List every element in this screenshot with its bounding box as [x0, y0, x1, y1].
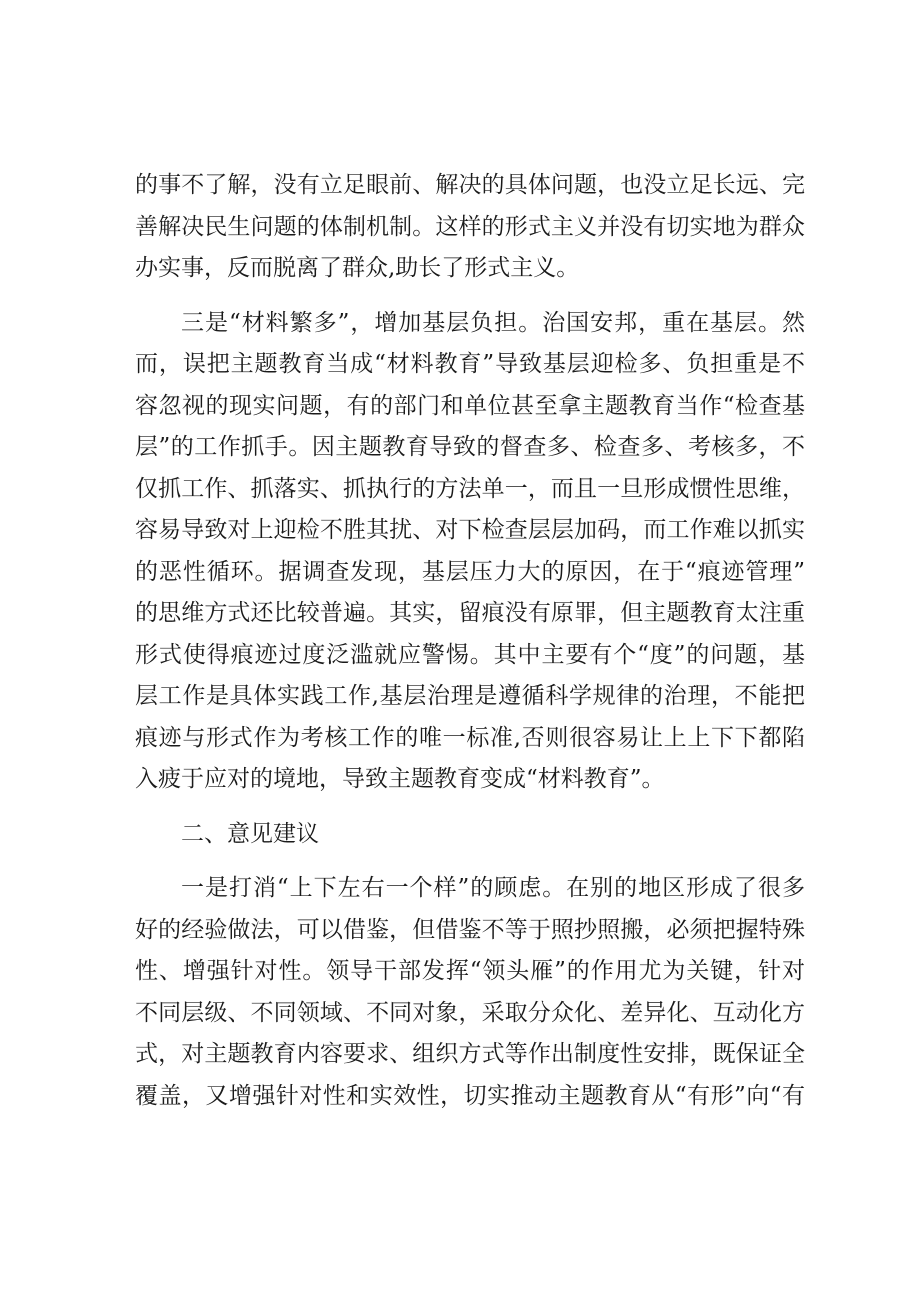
paragraph-continuation [135, 165, 805, 290]
text-line: 三是“材料繁多”，增加基层负担。治国安邦，重在基层。然 [181, 309, 805, 336]
text-line: 痕迹与形式作为考核工作的唯一标准,否则很容易让上上下下都陷 [135, 724, 805, 751]
text-line: 的恶性循环。据调查发现，基层压力大的原因，在于“痕迹管理” [135, 558, 805, 585]
text-line: 层”的工作抓手。因主题教育导致的督查多、检查多、考核多，不 [135, 434, 805, 460]
document-body [135, 165, 805, 1117]
text-line: 的思维方式还比较普遍。其实，留痕没有原罪，但主题教育太注重 [135, 600, 805, 626]
text-line: 不同层级、不同领域、不同对象，采取分众化、差异化、互动化方 [135, 999, 805, 1026]
text-line: 一是打消“上下左右一个样”的顾虑。在别的地区形成了很多 [181, 875, 805, 901]
section-heading: 二、意见建议 [181, 820, 319, 847]
text-line: 办实事，反而脱离了群众,助长了形式主义。 [135, 255, 580, 281]
text-line: 式，对主题教育内容要求、组织方式等作出制度性安排，既保证全 [135, 1041, 805, 1067]
text-line: 好的经验做法，可以借鉴，但借鉴不等于照抄照搬，必须把握特殊 [135, 916, 805, 943]
text-line: 容易导致对上迎检不胜其扰、对下检查层层加码，而工作难以抓实 [135, 517, 805, 543]
paragraph-first-suggestion [135, 868, 805, 1117]
text-line: 而，误把主题教育当成“材料教育”导致基层迎检多、负担重是不 [135, 351, 805, 377]
text-line: 层工作是具体实践工作,基层治理是遵循科学规律的治理，不能把 [135, 683, 805, 709]
text-line: 善解决民生问题的体制机制。这样的形式主义并没有切实地为群众 [135, 213, 805, 240]
text-line: 入疲于应对的境地，导致主题教育变成“材料教育”。 [135, 766, 665, 792]
text-line: 形式使得痕迹过度泛滥就应警惕。其中主要有个“度”的问题，基 [135, 641, 805, 668]
text-line: 性、增强针对性。领导干部发挥“领头雁”的作用尤为关键，针对 [135, 958, 805, 984]
text-line: 的事不了解，没有立足眼前、解决的具体问题，也没立足长远、完 [135, 172, 805, 198]
text-line: 覆盖，又增强针对性和实效性，切实推动主题教育从“有形”向“有 [135, 1082, 805, 1109]
text-line: 仅抓工作、抓落实、抓执行的方法单一，而且一旦形成惯性思维， [135, 475, 805, 502]
text-line: 容忽视的现实问题，有的部门和单位甚至拿主题教育当作“检查基 [135, 392, 805, 419]
paragraph-third-point [135, 303, 805, 801]
